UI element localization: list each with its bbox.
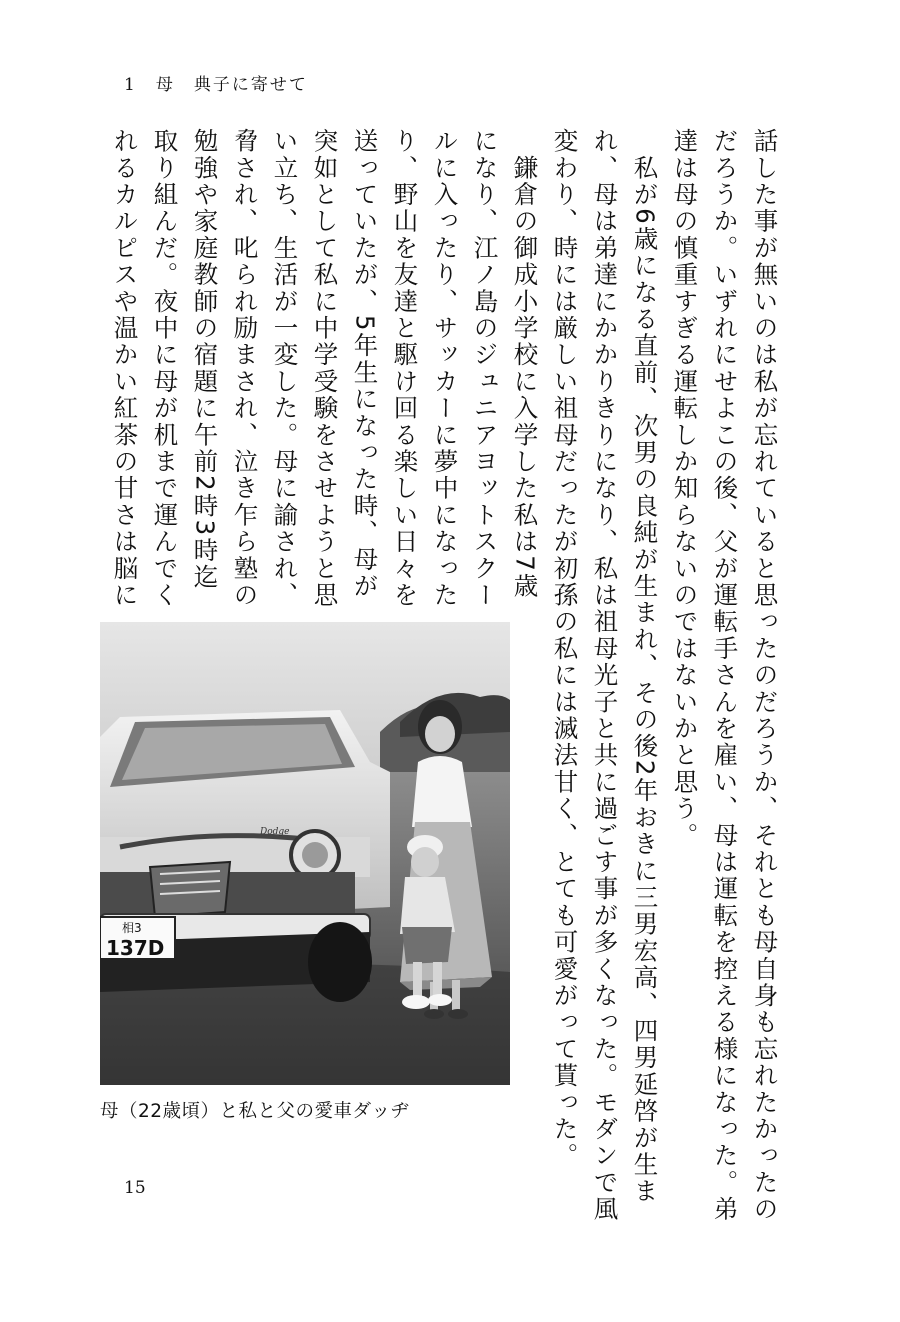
text-column: 私が6歳になる直前、次男の良純が生まれ、その後2年おきに三男宏高、四男延啓が生ま xyxy=(630,128,660,1205)
text-column: ルに入ったり、サッカーに夢中になった xyxy=(430,128,460,609)
license-plate-top: 相3 xyxy=(122,921,142,935)
text-column: 話した事が無いのは私が忘れていると思ったのだろうか、それとも母自身も忘れたかったの xyxy=(750,128,780,1223)
text-column: れ、母は弟達にかかりきりになり、私は祖母光子と共に過ごす事が多くなった。モダンで風 xyxy=(590,128,620,1223)
photo-caption: 母（22歳頃）と私と父の愛車ダッヂ xyxy=(100,1101,410,1122)
car xyxy=(100,710,390,1002)
page-number: 15 xyxy=(124,1178,146,1198)
photo xyxy=(100,622,510,1085)
text-column: 達は母の慎重すぎる運転しか知らないのではないかと思う。 xyxy=(670,128,700,849)
text-column: になり、江ノ島のジュニアヨットスクー xyxy=(470,128,500,609)
text-column: 送っていたが、5年生になった時、母が xyxy=(350,128,380,600)
text-column: だろうか。いずれにせよこの後、父が運転手さんを雇い、母は運転を控える様になった。弟 xyxy=(710,128,740,1223)
text-column: 取り組んだ。夜中に母が机まで運んでく xyxy=(150,128,180,609)
text-column: り、野山を友達と駆け回る楽しい日々を xyxy=(390,128,420,609)
text-column: 勉強や家庭教師の宿題に午前2時3時迄 xyxy=(190,128,220,591)
running-head: 1 母 典子に寄せて xyxy=(124,75,308,95)
text-column: 脅され、叱られ励まされ、泣き乍ら塾の xyxy=(230,128,260,609)
license-plate: 137D xyxy=(106,936,165,960)
text-column: れるカルピスや温かい紅茶の甘さは脳に xyxy=(110,128,140,609)
car-badge: Dodge xyxy=(260,827,290,837)
text-column: 変わり、時には厳しい祖母だったが初孫の私には滅法甘く、とても可愛がって貰った。 xyxy=(550,128,580,1170)
text-column: 突如として私に中学受験をさせようと思 xyxy=(310,128,340,609)
text-column: い立ち、生活が一変した。母に諭され、 xyxy=(270,128,300,609)
text-column: 鎌倉の御成小学校に入学した私は7歳 xyxy=(510,128,540,600)
